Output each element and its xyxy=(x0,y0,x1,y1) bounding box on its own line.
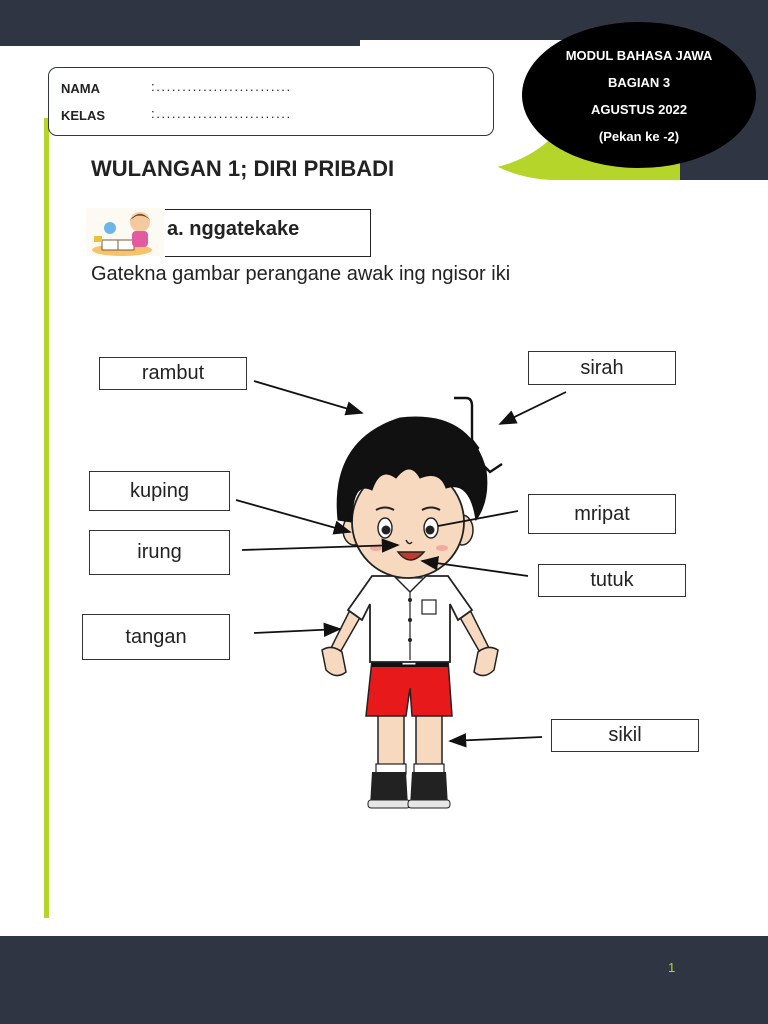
arrow-sirah xyxy=(500,392,566,424)
boy-head xyxy=(337,417,487,578)
label-sikil: sikil xyxy=(551,719,699,752)
label-mripat: mripat xyxy=(528,494,676,534)
badge-part: BAGIAN 3 xyxy=(607,75,671,90)
badge-date: AGUSTUS 2022 xyxy=(590,102,688,117)
label-sirah: sirah xyxy=(528,351,676,385)
arrow-tangan xyxy=(254,629,340,633)
label-rambut: rambut xyxy=(99,357,247,390)
instruction-text: Gatekna gambar perangane awak ing ngisor iki xyxy=(91,263,511,285)
class-label: KELAS xyxy=(61,108,106,123)
lesson-title: WULANGAN 1; DIRI PRIBADI xyxy=(91,156,395,181)
arrow-rambut xyxy=(254,381,362,413)
name-field[interactable]: :.......................... xyxy=(151,79,292,94)
label-kuping: kuping xyxy=(89,471,230,511)
page-number: 1 xyxy=(668,960,676,975)
badge-week: (Pekan ke -2) xyxy=(598,129,680,144)
label-irung: irung xyxy=(89,530,230,575)
badge-module-title: MODUL BAHASA JAWA xyxy=(565,48,713,63)
boy-legs xyxy=(368,712,450,808)
name-label: NAMA xyxy=(61,81,100,96)
section-heading: a. nggatekake xyxy=(167,218,300,240)
arrow-sikil xyxy=(450,737,542,741)
arrow-kuping xyxy=(236,500,350,532)
label-tutuk: tutuk xyxy=(538,564,686,597)
class-field[interactable]: :.......................... xyxy=(151,106,292,121)
boy-shorts xyxy=(366,660,452,716)
label-tangan: tangan xyxy=(82,614,230,660)
